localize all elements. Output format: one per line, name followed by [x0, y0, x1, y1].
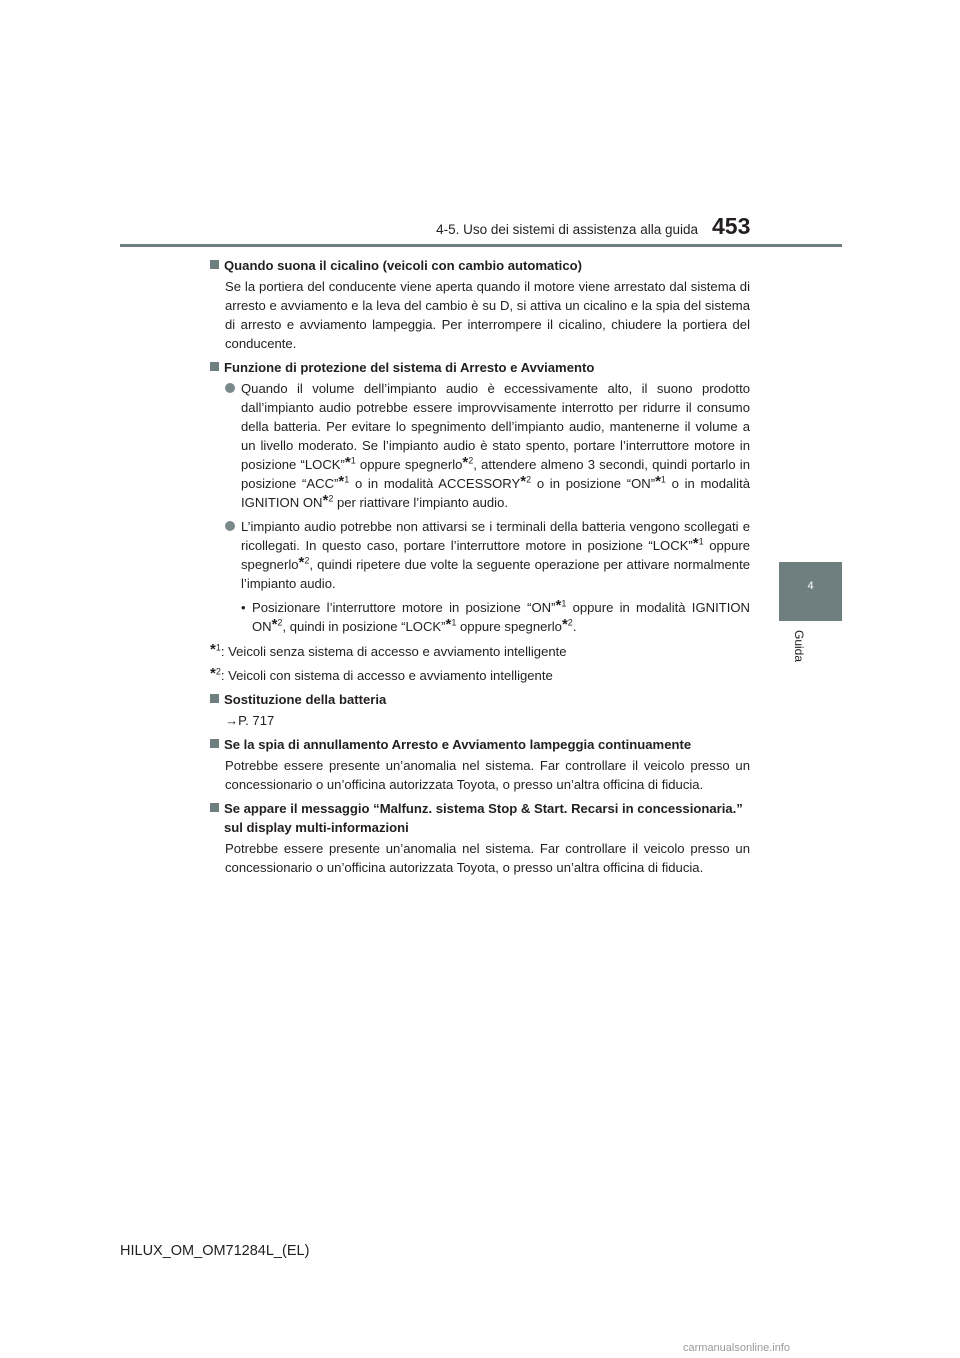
- heading-audio-protection: Funzione di protezione del sistema di Arresto e Avviamento: [210, 358, 750, 377]
- bullet-audio-volume: Quando il volume dell’impianto audio è eccessivamente alto, il suono prodotto dall’impianto audio potrebbe essere improvvisamente interrotto per ridurre il consumo della batteria. Per evitare lo spegnimento dell’impianto audio, mantenerne il volume a un livello moderato. Se l’impianto audio è stato spento, portare l’interruttore motore in posizione “LOCK”*$^1$ oppure spegnerlo*$^2$, attendere almeno 3 secondi, quindi portarlo in posizione “ACC”*$^1$ o in modalità ACCESSORY*$^2$ o in posizione “ON”*$^1$ o in modalità IGNITION ON*$^2$ per riattivare l’impianto audio.: [210, 379, 750, 512]
- chapter-tab: [779, 562, 842, 621]
- watermark: carmanualsonline.info: [683, 1342, 791, 1354]
- chapter-label: [790, 630, 830, 670]
- header-divider: [120, 244, 842, 247]
- chapter-label-text: Guida: [792, 630, 806, 663]
- bullet-battery-terminals: L’impianto audio potrebbe non attivarsi se i terminali della batteria vengono scollegati e ricollegati. In questo caso, portare l’interruttore motore in posizione “LOCK”*$^1$ oppure spegnerlo*$^2$, quindi ripetere due volte la seguente operazione per attivare normalmente l’impianto audio.: [210, 517, 750, 593]
- page-content: [210, 252, 750, 882]
- footnote-1: *$^1$: Veicoli senza sistema di accesso e avviamento intelligente: [210, 641, 567, 659]
- page-header: [0, 0, 960, 250]
- heading-malfunction-message: Se appare il messaggio “Malfunz. sistema Stop & Start. Recarsi in concessionaria.” sul display multi-informazioni: [210, 799, 750, 837]
- section-title: 4-5. Uso dei sistemi di assistenza alla guida: [436, 222, 698, 237]
- bullet-dot-icon: [225, 383, 235, 393]
- heading-cancel-indicator: Se la spia di annullamento Arresto e Avviamento lampeggia continuamente: [210, 735, 750, 754]
- document-code: HILUX_OM_OM71284L_(EL): [120, 1243, 310, 1259]
- paragraph-buzzer: Se la portiera del conducente viene aperta quando il motore viene arrestato dal sistema di arresto e avviamento e la leva del cambio è su D, si attiva un cicalino e la spia del sistema di arresto e avviamento lampeggia. Per interrompere il cicalino, chiudere la portiera del conducente.: [225, 279, 750, 351]
- chapter-number: 4: [807, 580, 814, 592]
- heading-buzzer: Quando suona il cicalino (veicoli con cambio automatico): [210, 256, 750, 275]
- paragraph-cancel-indicator: Potrebbe essere presente un’anomalia nel sistema. Far controllare il veicolo presso un concessionario o un’officina autorizzata Toyota, o presso un’altra officina di fiducia.: [225, 758, 750, 792]
- paragraph-malfunction-message: Potrebbe essere presente un’anomalia nel sistema. Far controllare il veicolo presso un concessionario o un’officina autorizzata Toyota, o presso un’altra officina di fiducia.: [225, 841, 750, 875]
- sub-bullet-marker: •: [241, 600, 246, 615]
- bullet-dot-icon: [225, 521, 235, 531]
- heading-battery-replacement: Sostituzione della batteria: [210, 690, 750, 709]
- page-reference-link[interactable]: →P. 717: [225, 713, 275, 728]
- sub-step: • Posizionare l’interruttore motore in posizione “ON”*$^1$ oppure in modalità IGNITION ON*$^2$, quindi in posizione “LOCK”*$^1$ oppure spegnerlo*$^2$.: [241, 597, 750, 634]
- page-number: 453: [712, 213, 751, 239]
- footnote-2: *$^2$: Veicoli con sistema di accesso e avviamento intelligente: [210, 665, 553, 683]
